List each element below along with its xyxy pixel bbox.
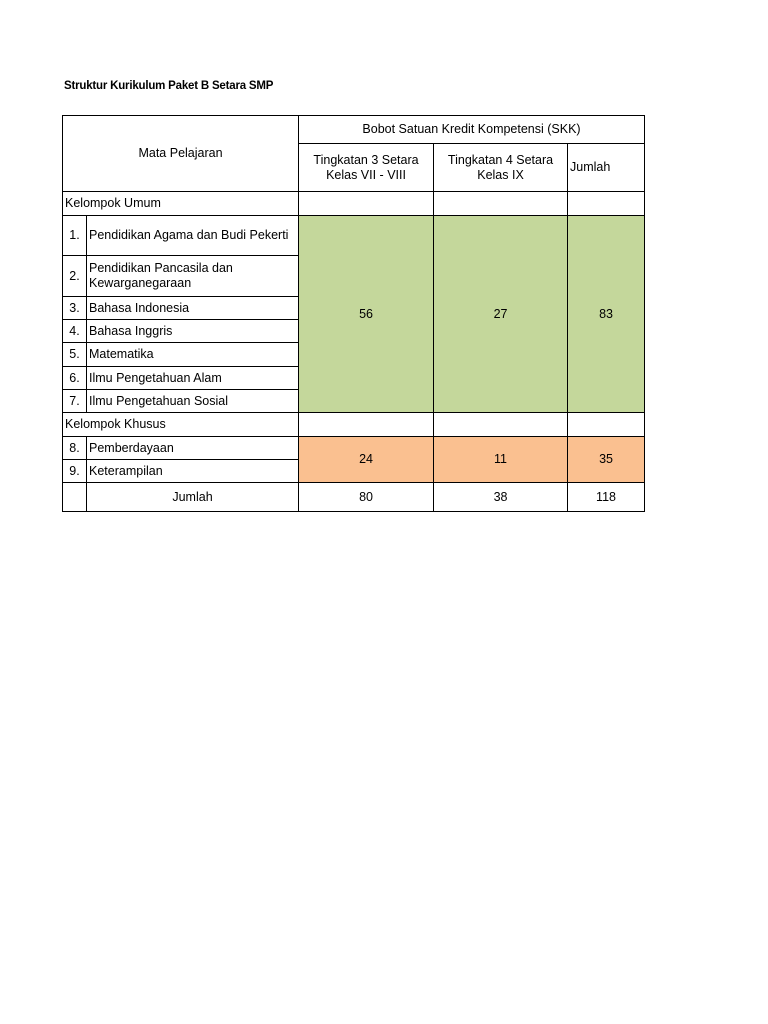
khusus-level3-value: 24 bbox=[299, 437, 434, 483]
empty-cell bbox=[299, 413, 434, 437]
curriculum-table bbox=[62, 115, 645, 512]
subject-name: Keterampilan bbox=[87, 460, 299, 483]
group-label-umum: Kelompok Umum bbox=[63, 192, 299, 216]
total-header: Jumlah bbox=[568, 144, 645, 192]
subject-name: Bahasa Indonesia bbox=[87, 297, 299, 320]
document-title: Struktur Kurikulum Paket B Setara SMP bbox=[64, 80, 274, 92]
group-row-khusus bbox=[63, 413, 645, 437]
group-row-umum bbox=[63, 192, 645, 216]
subject-number: 6. bbox=[63, 367, 87, 390]
header-row-1 bbox=[63, 116, 645, 144]
subject-name: Pendidikan Pancasila dan Kewarganegaraan bbox=[87, 256, 299, 297]
total-row bbox=[63, 483, 645, 512]
total-level3: 80 bbox=[299, 483, 434, 512]
subject-number: 3. bbox=[63, 297, 87, 320]
subject-number: 4. bbox=[63, 320, 87, 343]
subject-name: Ilmu Pengetahuan Alam bbox=[87, 367, 299, 390]
umum-level4-value: 27 bbox=[434, 216, 568, 413]
empty-cell bbox=[434, 413, 568, 437]
skk-group-header: Bobot Satuan Kredit Kompetensi (SKK) bbox=[299, 116, 645, 144]
empty-cell bbox=[299, 192, 434, 216]
subject-number: 9. bbox=[63, 460, 87, 483]
subject-number: 7. bbox=[63, 390, 87, 413]
subject-row bbox=[63, 437, 645, 460]
level4-header: Tingkatan 4 Setara Kelas IX bbox=[434, 144, 568, 192]
subject-number: 8. bbox=[63, 437, 87, 460]
empty-cell bbox=[568, 413, 645, 437]
subject-name: Pemberdayaan bbox=[87, 437, 299, 460]
khusus-level4-value: 11 bbox=[434, 437, 568, 483]
subject-number: 1. bbox=[63, 216, 87, 256]
empty-cell bbox=[434, 192, 568, 216]
subject-name: Ilmu Pengetahuan Sosial bbox=[87, 390, 299, 413]
total-grand: 118 bbox=[568, 483, 645, 512]
empty-cell bbox=[63, 483, 87, 512]
subject-name: Pendidikan Agama dan Budi Pekerti bbox=[87, 216, 299, 256]
umum-total-value: 83 bbox=[568, 216, 645, 413]
subject-name: Bahasa Inggris bbox=[87, 320, 299, 343]
khusus-total-value: 35 bbox=[568, 437, 645, 483]
total-level4: 38 bbox=[434, 483, 568, 512]
empty-cell bbox=[568, 192, 645, 216]
subject-name: Matematika bbox=[87, 343, 299, 367]
subject-number: 2. bbox=[63, 256, 87, 297]
subject-column-header: Mata Pelajaran bbox=[63, 116, 299, 192]
level3-header: Tingkatan 3 Setara Kelas VII - VIII bbox=[299, 144, 434, 192]
total-label: Jumlah bbox=[87, 483, 299, 512]
subject-row bbox=[63, 216, 645, 256]
subject-number: 5. bbox=[63, 343, 87, 367]
umum-level3-value: 56 bbox=[299, 216, 434, 413]
group-label-khusus: Kelompok Khusus bbox=[63, 413, 299, 437]
